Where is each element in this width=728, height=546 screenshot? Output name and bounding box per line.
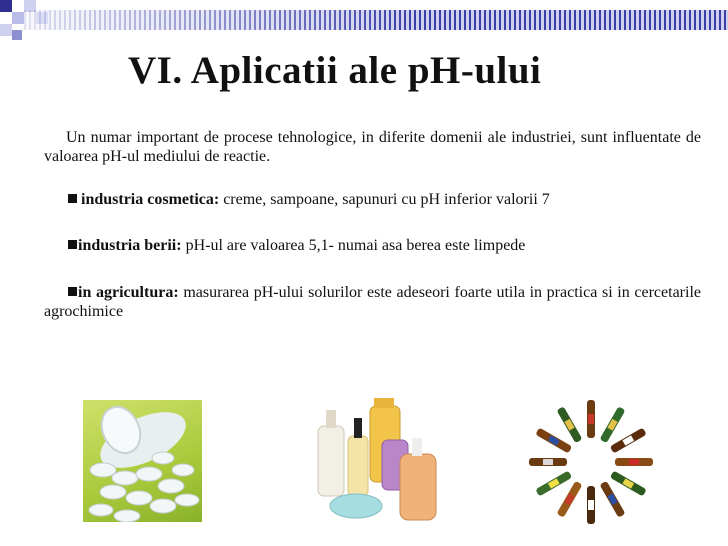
intro-text: Un numar important de procese tehnologice, in diferite domenii ale industriei, sunt influentate de valoarea pH-ul mediului de reactie.	[44, 129, 701, 165]
item-text: creme, sampoane, sapunuri cu pH inferior valorii 7	[219, 191, 550, 208]
item-text: pH-ul are valoarea 5,1- numai asa berea este limpede	[181, 237, 526, 254]
list-item-agriculture	[44, 283, 701, 321]
beer-bottles-circle-photo	[527, 398, 655, 526]
item-label: industria berii:	[78, 237, 182, 254]
cosmetics-bottles-photo	[308, 396, 450, 526]
bullet-icon	[68, 194, 77, 203]
bullet-icon	[68, 287, 77, 296]
item-label: industria cosmetica:	[81, 191, 220, 208]
intro-paragraph	[44, 128, 701, 166]
item-label: in agricultura:	[78, 284, 179, 301]
bullet-icon	[68, 240, 77, 249]
pills-photo	[83, 400, 202, 522]
list-item-cosmetics	[44, 190, 701, 209]
slide-title: VI. Aplicatii ale pH-ului	[128, 49, 542, 92]
decorative-stripe-band	[24, 10, 728, 30]
list-item-beer	[44, 236, 701, 255]
item-text: masurarea pH-ului solurilor este adeseori foarte utila in practica si in cercetarile agrochimice	[44, 284, 701, 320]
